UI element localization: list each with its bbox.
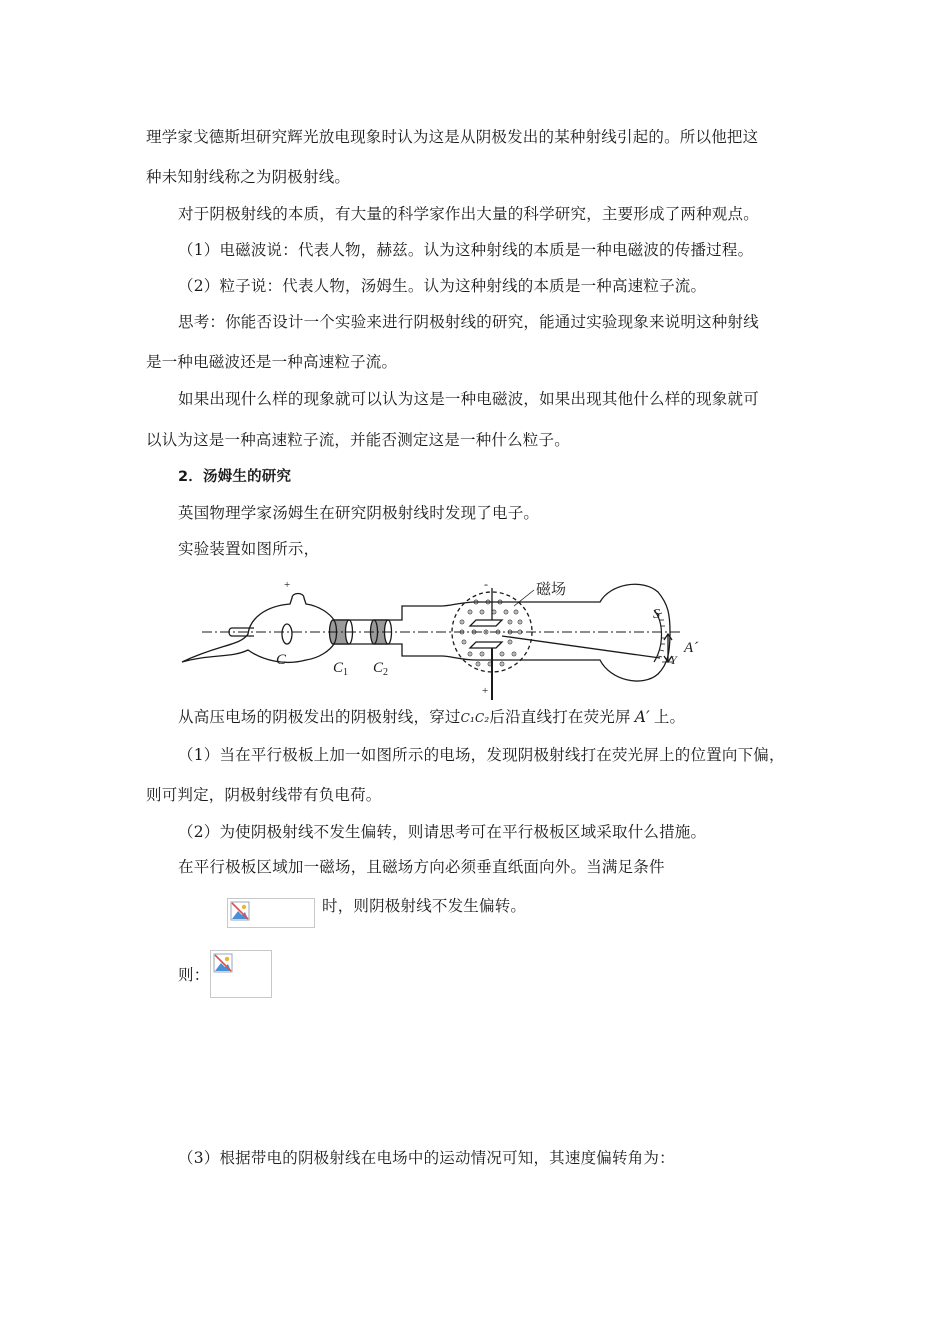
paragraph-2: 种未知射线称之为阴极射线。 [146,168,351,186]
paragraph-3: 对于阴极射线的本质，有大量的科学家作出大量的科学研究，主要形成了两种观点。 [178,205,759,223]
paragraph-7: 是一种电磁波还是一种高速粒子流。 [146,353,398,371]
lower-plate [470,642,502,648]
label-magnetic-field: 磁场 [536,582,567,598]
paragraph-11: 实验装置如图所示， [178,540,320,558]
paragraph-18: 则： [178,966,210,984]
broken-image-icon [230,901,250,921]
paragraph-17: 时，则阴极射线不发生偏转。 [322,897,527,915]
paragraph-8: 如果出现什么样的现象就可以认为这是一种电磁波，如果出现其他什么样的现象就可 [178,390,759,408]
label-y: Y [670,653,677,667]
anode-ring [282,624,292,644]
label-plus-top: + [284,579,291,591]
label-plus-bottom: + [482,685,489,697]
label-cathode: C [276,652,287,668]
formula-image-placeholder-2 [210,950,272,998]
broken-image-icon [213,953,233,973]
paragraph-19: （3）根据带电的阴极射线在电场中的运动情况可知，其速度偏转角为： [178,1149,675,1167]
cathode-ray-tube-diagram [180,574,720,702]
paragraph-5: （2）粒子说：代表人物，汤姆生。认为这种射线的本质是一种高速粒子流。 [178,277,707,295]
label-screen-s: S [653,607,660,622]
paragraph-10: 英国物理学家汤姆生在研究阴极射线时发现了电子。 [178,504,540,522]
upper-plate [470,620,502,626]
paragraph-15: （2）为使阴极射线不发生偏转，则请思考可在平行极板区域采取什么措施。 [178,823,707,841]
formula-image-placeholder [227,898,315,928]
paragraph-13: （1）当在平行极板上加一如图所示的电场，发现阴极射线打在荧光屏上的位置向下偏， [178,746,785,764]
paragraph-14: 则可判定，阴极射线带有负电荷。 [146,786,382,804]
paragraph-16: 在平行极板区域加一磁场，且磁场方向必须垂直纸面向外。当满足条件 [178,858,665,876]
symbol-a-prime: A′ [634,708,650,726]
paragraph-9: 以认为这是一种高速粒子流，并能否测定这是一种什么粒子。 [146,431,570,449]
paragraph-6: 思考：你能否设计一个实验来进行阴极射线的研究，能通过实验现象来说明这种射线 [178,313,759,331]
label-c1: $C_1$ [333,660,349,678]
symbol-c1c2: C₁C₂ [460,711,490,725]
paragraph-12: 从高压电场的阴极发出的阴极射线，穿过C₁C₂后沿直线打在荧光屏 A′ 上。 [178,708,686,726]
label-a-prime: A´ [684,640,699,656]
label-minus-top: - [484,577,488,591]
tube-outline [182,584,670,681]
paragraph-1: 理学家戈德斯坦研究辉光放电现象时认为这是从阴极发出的某种射线引起的。所以他把这 [146,128,759,146]
section-heading: 2．汤姆生的研究 [178,469,292,485]
paragraph-4: （1）电磁波说：代表人物，赫兹。认为这种射线的本质是一种电磁波的传播过程。 [178,241,754,259]
label-c2: $C_2$ [373,660,389,678]
